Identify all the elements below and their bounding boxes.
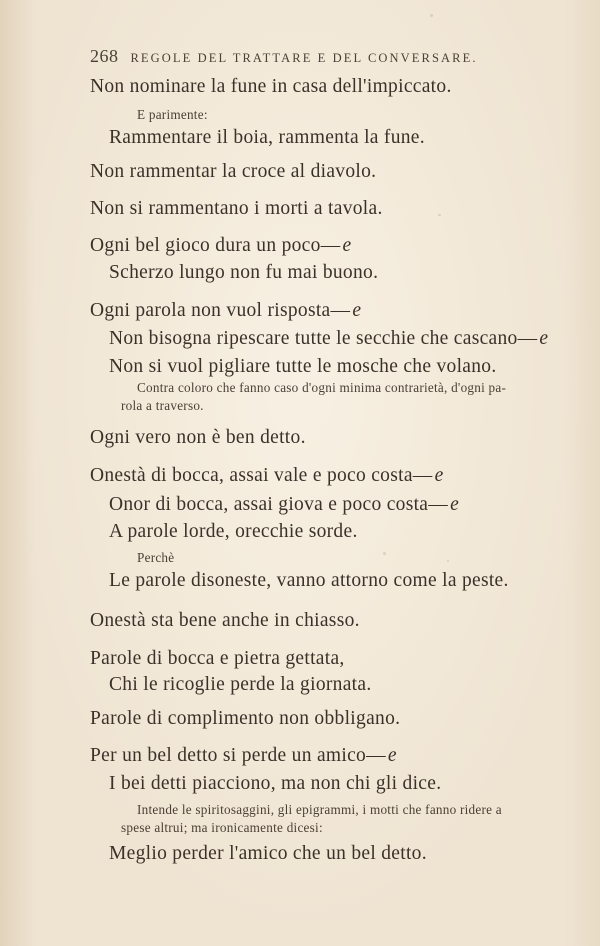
paper-spot [447,560,449,562]
proverb-line: Non si vuol pigliare tutte le mosche che volano. [109,356,497,377]
proverb-line: Le parole disoneste, vanno attorno come la peste. [109,570,509,591]
conjunction-e: e [450,494,460,515]
proverb-line: Onestà sta bene anche in chiasso. [90,610,360,631]
proverb-line: Per un bel detto si perde un amico— e [90,745,397,766]
proverb-line: Meglio perder l'amico che un bel detto. [109,843,427,864]
page-header [90,46,478,67]
proverb-line: Non rammentar la croce al diavolo. [90,161,377,182]
proverb-line: Chi le ricoglie perde la giornata. [109,674,372,695]
note-line: Intende le spiritosaggini, gli epigrammi, i motti che fanno ridere a [137,802,502,817]
note-line: Perchè [137,550,175,565]
proverb-line: Parole di bocca e pietra gettata, [90,648,345,669]
conjunction-e: e [539,328,549,349]
note-line: E parimente: [137,107,208,122]
proverb-line: Non nominare la fune in casa dell'impiccato. [90,76,452,97]
paper-spot [383,552,386,555]
proverb-line: Rammentare il boia, rammenta la fune. [109,127,425,148]
conjunction-e: e [342,235,352,256]
proverb-line: Ogni parola non vuol risposta— e [90,300,362,321]
proverb-line: Non bisogna ripescare tutte le secchie che cascano— e [109,328,549,349]
conjunction-e: e [387,745,397,766]
conjunction-e: e [434,465,444,486]
proverb-line: Ogni bel gioco dura un poco— e [90,235,352,256]
proverb-line: Scherzo lungo non fu mai buono. [109,262,379,283]
paper-spot [438,214,441,216]
proverb-line: Non si rammentano i morti a tavola. [90,198,383,219]
note-line: Contra coloro che fanno caso d'ogni minima contrarietà, d'ogni pa- [137,380,507,395]
proverb-line: I bei detti piacciono, ma non chi gli dice. [109,773,442,794]
proverb-line: A parole lorde, orecchie sorde. [109,521,358,542]
paper-spot [430,14,433,17]
note-line: spese altrui; ma ironicamente dicesi: [121,820,323,835]
proverb-line: Parole di complimento non obbligano. [90,708,401,729]
running-head: REGOLE DEL TRATTARE E DEL CONVERSARE. [130,51,478,65]
proverb-line: Onestà di bocca, assai vale e poco costa— e [90,465,444,486]
page-number: 268 [90,46,119,66]
conjunction-e: e [352,300,362,321]
note-line: rola a traverso. [121,398,204,413]
proverb-line: Ogni vero non è ben detto. [90,427,306,448]
proverb-line: Onor di bocca, assai giova e poco costa— e [109,494,460,515]
